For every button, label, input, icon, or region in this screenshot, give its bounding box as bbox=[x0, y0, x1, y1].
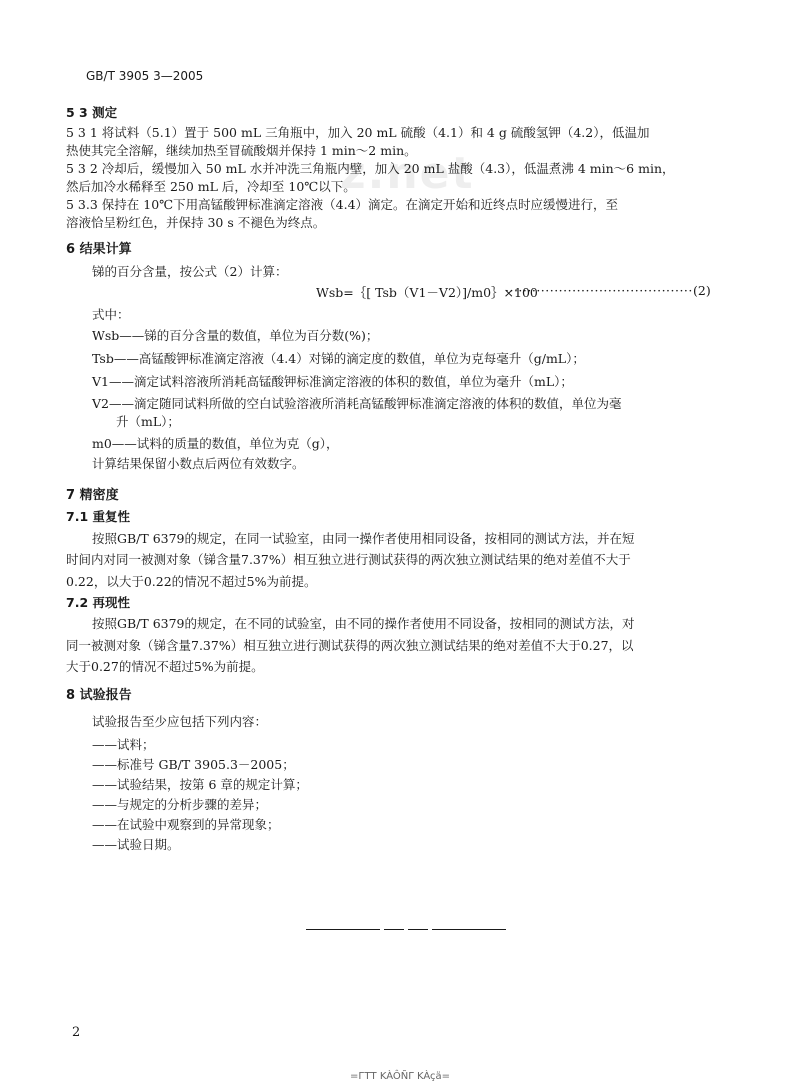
para-7-1-line2: 时间内对同一被测对象（锑含量7.37%）相互独立进行测试获得的两次独立测试结果的绝对差值不大于 bbox=[66, 552, 631, 567]
calc-intro: 锑的百分含量，按公式（2）计算： bbox=[92, 264, 288, 279]
para-5-3-3-line2: 溶液恰呈粉红色，并保持 30 s 不褪色为终点。 bbox=[66, 215, 326, 230]
end-rule-segment bbox=[384, 929, 404, 930]
para-7-2-line3: 大于0.27的情况不超过5%为前提。 bbox=[66, 659, 264, 674]
variable-v1: V1——滴定试料溶液所消耗高锰酸钾标准滴定溶液的体积的数值，单位为毫升（mL）； bbox=[92, 374, 573, 389]
variable-m0: m0——试料的质量的数值，单位为克（g）， bbox=[92, 436, 339, 451]
variable-v2-line1: V2——滴定随同试料所做的空白试验溶液所消耗高锰酸钾标准滴定溶液的体积的数值，单位为毫 bbox=[92, 396, 622, 411]
document-header: GB/T 3905 3—2005 bbox=[86, 69, 204, 83]
section-7-title: 7 精密度 bbox=[66, 488, 119, 503]
page-number: 2 bbox=[72, 1025, 81, 1040]
para-7-2-line1: 按照GB/T 6379的规定，在不同的试验室，由不同的操作者使用不同设备，按相同的测试方法，对 bbox=[92, 616, 635, 631]
report-item: ——试料； bbox=[92, 737, 155, 752]
watermark: z.net bbox=[340, 148, 475, 199]
para-5-3-2-line2: 然后加冷水稀释至 250 mL 后，冷却至 10℃以下。 bbox=[66, 179, 356, 194]
page-footer: =ГТТ KÀÔÑΓ KÀçä= bbox=[349, 1071, 451, 1082]
end-rule-segment bbox=[408, 929, 428, 930]
section-8-title: 8 试验报告 bbox=[66, 688, 132, 703]
where-label: 式中： bbox=[92, 307, 130, 322]
formula-number: (2) bbox=[693, 283, 711, 298]
report-item: ——在试验中观察到的异常现象； bbox=[92, 817, 280, 832]
para-7-2-line2: 同一被测对象（锑含量7.37%）相互独立进行测试获得的两次独立测试结果的绝对差值不大于0.27，以 bbox=[66, 638, 634, 653]
variable-tsb: Tsb——高锰酸钾标准滴定溶液（4.4）对锑的滴定度的数值，单位为克每毫升（g/mL）； bbox=[92, 351, 585, 366]
para-7-1-line1: 按照GB/T 6379的规定，在同一试验室，由同一操作者使用相同设备，按相同的测试方法，并在短 bbox=[92, 531, 635, 546]
para-5-3-1-line2: 热使其完全溶解，继续加热至冒硫酸烟并保持 1 min～2 min。 bbox=[66, 143, 417, 158]
report-item: ——标准号 GB/T 3905.3－2005； bbox=[92, 757, 295, 772]
report-item: ——与规定的分析步骤的差异； bbox=[92, 797, 268, 812]
section-7-1-title: 7.1 重复性 bbox=[66, 509, 130, 524]
rounding-note: 计算结果保留小数点后两位有效数字。 bbox=[92, 456, 305, 471]
section-7-2-title: 7.2 再现性 bbox=[66, 595, 130, 610]
formula-leader-dots: ·········································· bbox=[505, 283, 693, 298]
end-rule-segment bbox=[306, 929, 380, 930]
para-5-3-2-line1: 5 3 2 冷却后，缓慢加入 50 mL 水并冲洗三角瓶内壁，加入 20 mL 盐酸（4.3），低温煮沸 4 min～6 min， bbox=[66, 161, 675, 176]
formula: Wsb=｛[ Tsb（V1－V2）]/m0｝×100 bbox=[316, 285, 538, 300]
report-intro: 试验报告至少应包括下列内容： bbox=[92, 714, 268, 729]
section-5-3-title: 5 3 测定 bbox=[66, 105, 118, 120]
para-5-3-3-line1: 5 3.3 保持在 10℃下用高锰酸钾标准滴定溶液（4.4）滴定。在滴定开始和近终点时应缓慢进行，至 bbox=[66, 197, 619, 212]
report-item: ——试验结果，按第 6 章的规定计算； bbox=[92, 777, 308, 792]
end-rule-segment bbox=[432, 929, 506, 930]
variable-v2-line2: 升（mL）； bbox=[116, 414, 180, 429]
section-6-title: 6 结果计算 bbox=[66, 242, 132, 257]
variable-wsb: Wsb——锑的百分含量的数值，单位为百分数(%)； bbox=[92, 328, 379, 343]
para-7-1-line3: 0.22，以大于0.22的情况不超过5%为前提。 bbox=[66, 574, 317, 589]
report-item: ——试验日期。 bbox=[92, 837, 180, 852]
para-5-3-1-line1: 5 3 1 将试料（5.1）置于 500 mL 三角瓶中，加入 20 mL 硫酸（4.1）和 4 g 硫酸氢钾（4.2），低温加 bbox=[66, 125, 650, 140]
